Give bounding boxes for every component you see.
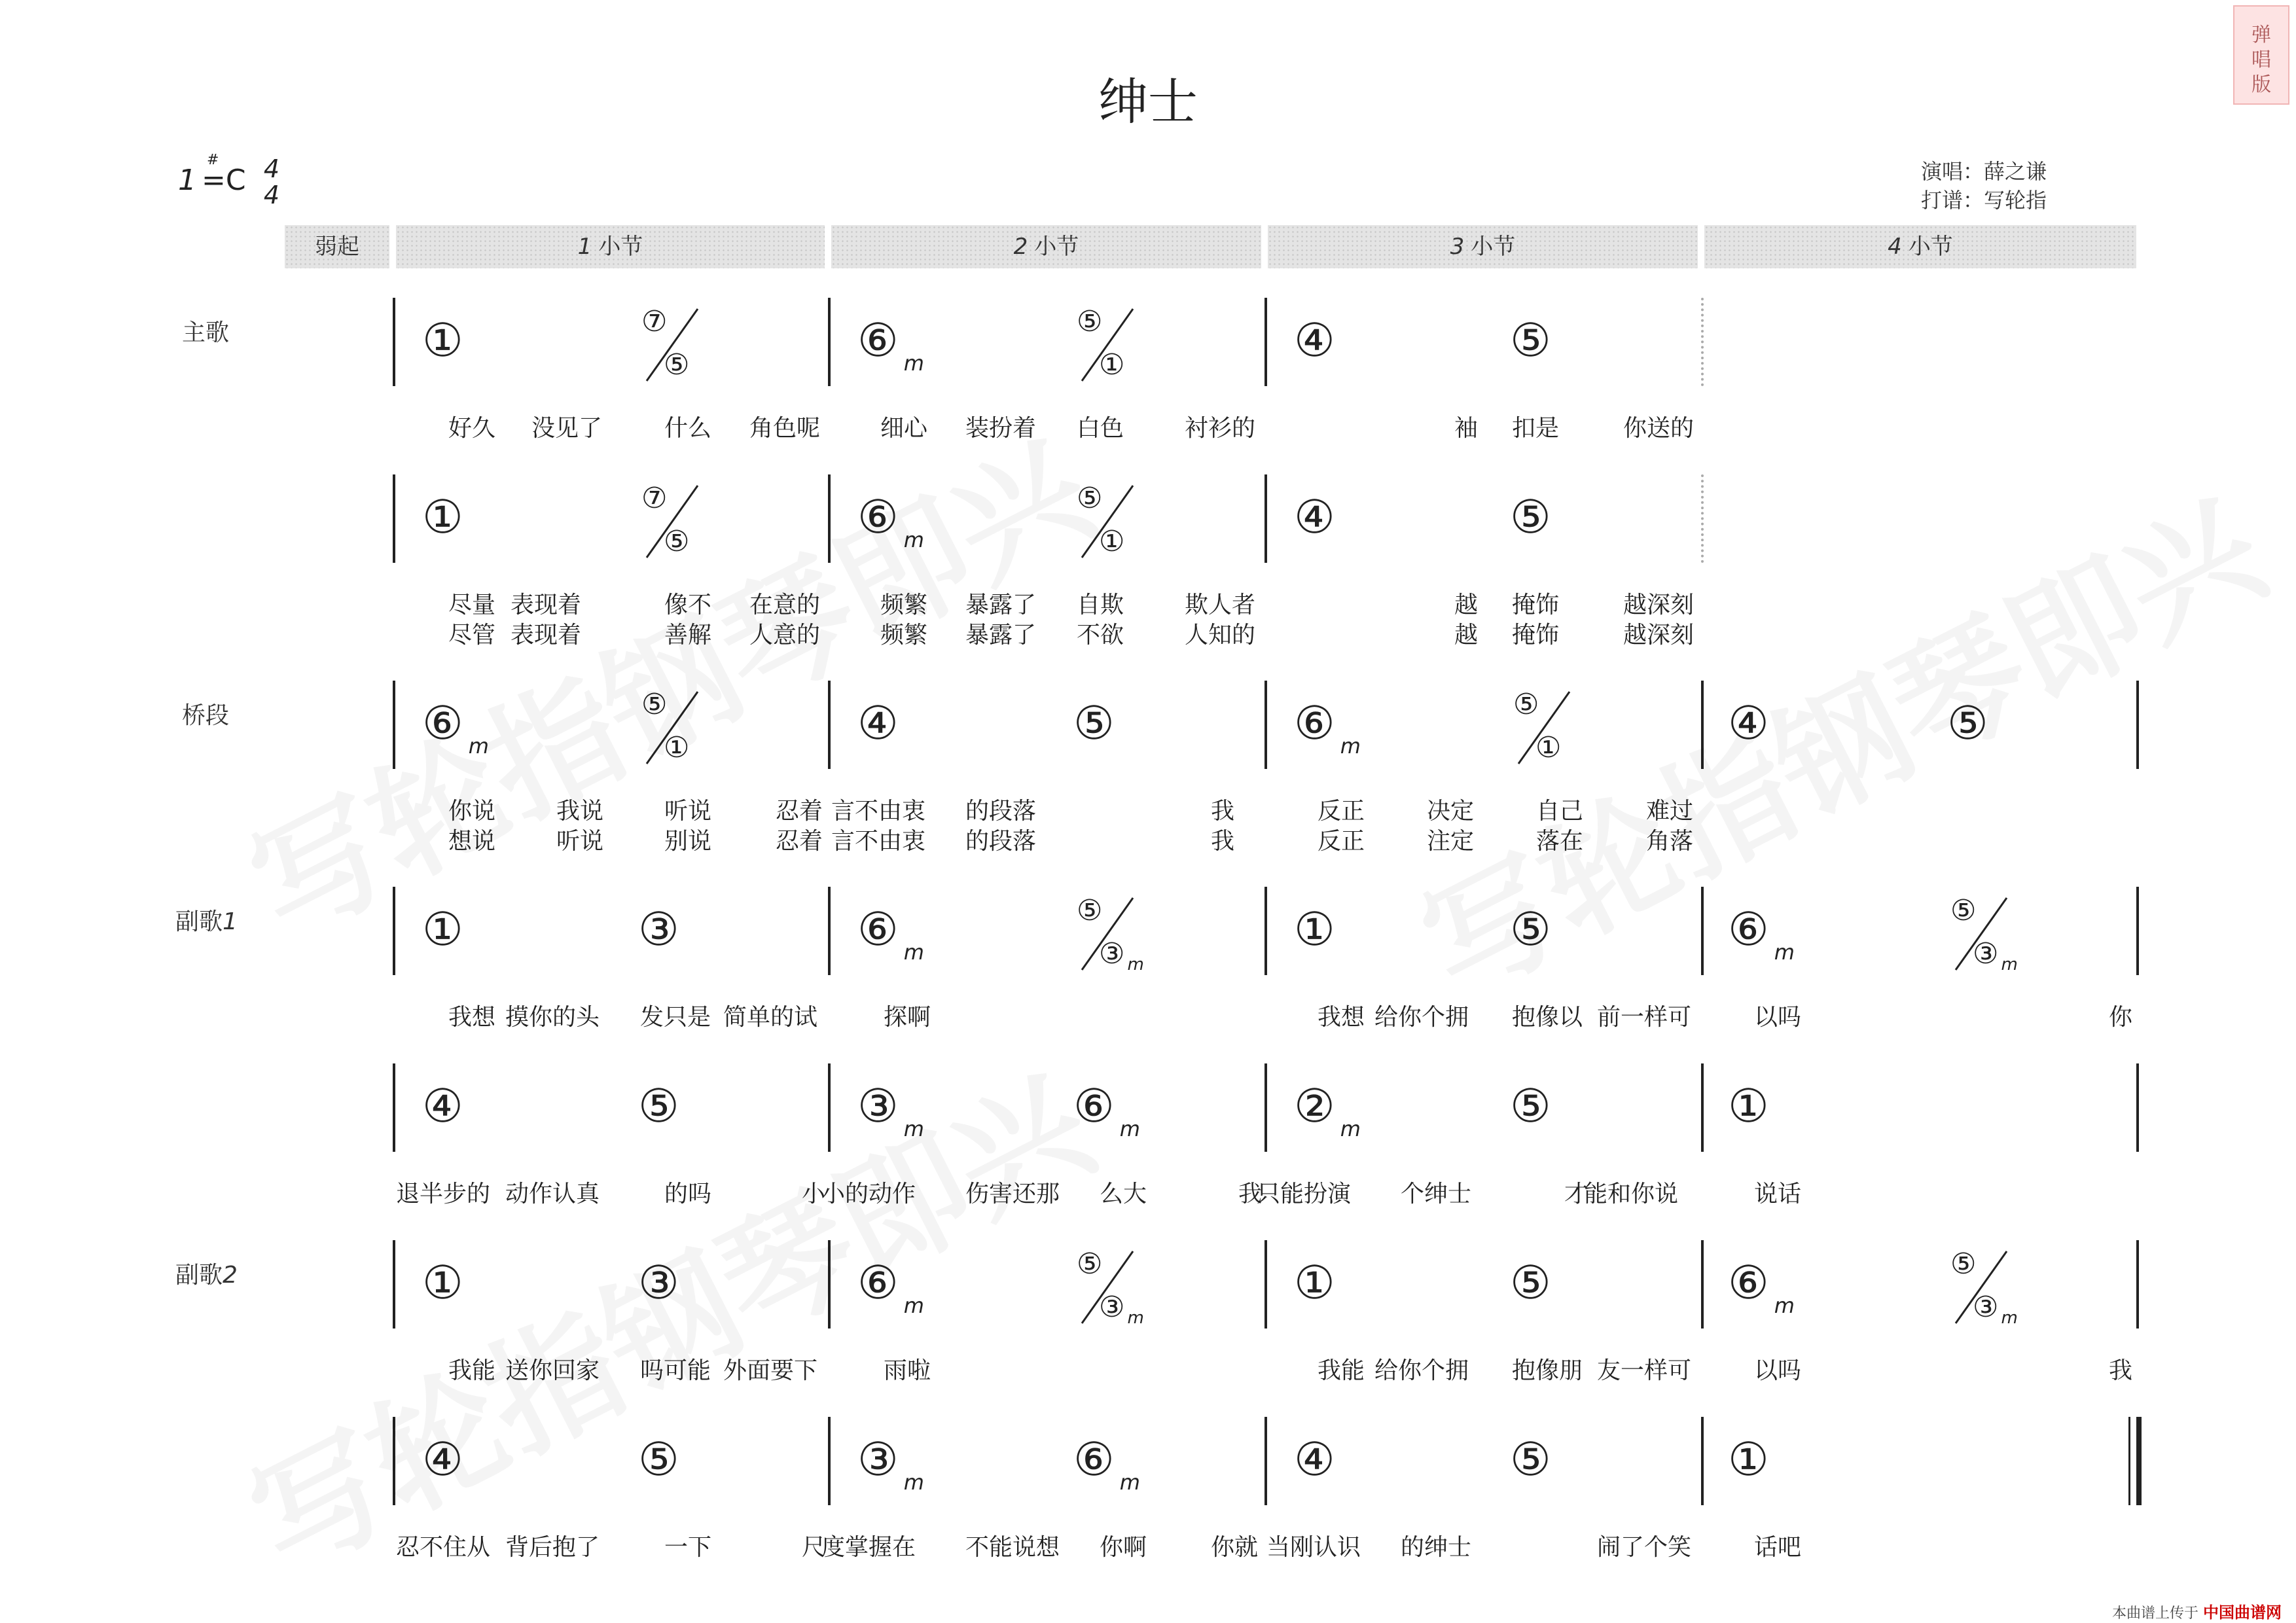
lyric-word: 给你个拥 [1374, 1004, 1469, 1031]
lyric-word: 言不由衷 [831, 828, 926, 855]
lyric-word: 动作认真 [505, 1181, 600, 1207]
slash-chord [1513, 690, 1585, 766]
lyric-word: 人意的 [749, 622, 821, 649]
bar-line [2136, 1240, 2139, 1329]
header-measure-3 [1268, 225, 1698, 268]
chord: ④ [1294, 1433, 1335, 1486]
lyric-word: 尺 [802, 1534, 826, 1561]
lyric-word: 不欲 [1077, 622, 1124, 649]
lyric-word: 听说 [556, 828, 604, 855]
lyric-word: 忍着 [776, 828, 823, 855]
lyric-word: 言不由衷 [831, 798, 926, 825]
chord: ⑤ [1510, 313, 1551, 367]
chord-bass: ① [664, 731, 690, 764]
chord: ② $_m$ [1294, 1079, 1361, 1141]
lyric-word: 频繁 [880, 592, 928, 618]
chord-root: ⑤ [1513, 688, 1539, 721]
chord: ⑥ $_m$ [1073, 1079, 1140, 1141]
time-signature [260, 156, 283, 208]
header-measure-2 [831, 225, 1261, 268]
bar-line [1265, 298, 1267, 386]
chord: ⑥ $_m$ [422, 696, 489, 758]
lyric-word: 能和你说 [1584, 1181, 1679, 1207]
stamp-char: 版 [2251, 73, 2271, 96]
lyric-word: 袖 [1454, 415, 1479, 442]
lyric-word: 你说 [448, 798, 496, 825]
chord: ⑤ [1510, 1256, 1551, 1310]
chord: ① [1294, 902, 1335, 956]
chord: ① [422, 490, 463, 544]
chord: ① [1728, 1079, 1769, 1133]
slash-chord [641, 484, 713, 560]
chord: ⑤ [638, 1079, 679, 1133]
lyric-word: 我 [2109, 1357, 2133, 1384]
lyric-word: 掩饰 [1512, 622, 1560, 649]
lyric-word: 说话 [1754, 1181, 1802, 1207]
lyric-word: 你就 [1211, 1534, 1259, 1561]
lyric-word: 难过 [1646, 798, 1694, 825]
lyric-word: 人知的 [1185, 622, 1256, 649]
chord-root: ⑦ [641, 305, 668, 338]
credits [1921, 157, 2047, 215]
lyric-word: 的吗 [664, 1181, 712, 1207]
chord-quality: m [1340, 1116, 1361, 1141]
stamp-char: 唱 [2251, 48, 2271, 71]
section-label-verse: 主歌 [182, 319, 230, 346]
lyric-word: 频繁 [880, 622, 928, 649]
lyric-word: 注定 [1427, 828, 1475, 855]
section-label-chorus-1: 副歌1 [175, 908, 238, 935]
chord-quality: m [1774, 1293, 1795, 1318]
chord: ③ $_m$ [857, 1433, 924, 1495]
section-label-bridge: 桥段 [182, 702, 230, 729]
chord: ⑤ [1947, 696, 1988, 750]
chord: ⑥ $_m$ [857, 313, 924, 376]
lyric-word: 在意的 [749, 592, 821, 618]
chord: ⑤ [1510, 1433, 1551, 1486]
measure-number: 1 [577, 234, 592, 260]
lyric-word: 以吗 [1754, 1357, 1802, 1384]
chord-root: ⑤ [1077, 482, 1103, 515]
header-measure-1 [396, 225, 825, 268]
chord-quality: m [1119, 1470, 1140, 1495]
chord-quality: m [2001, 955, 2018, 974]
lyric-word: 我能 [1318, 1357, 1365, 1384]
lyric-word: 伤害还那 [965, 1181, 1060, 1207]
lyric-word: 只能扮演 [1257, 1181, 1352, 1207]
lyric-word: 没见了 [531, 415, 603, 442]
lyric-word: 我想 [448, 1004, 496, 1031]
lyric-word: 扣是 [1512, 415, 1560, 442]
chord-root: ⑦ [641, 482, 668, 515]
lyric-word: 不能说想 [965, 1534, 1060, 1561]
lyric-word: 越深刻 [1623, 592, 1695, 618]
lyric-word: 给你个拥 [1374, 1357, 1469, 1384]
lyric-word: 我能 [448, 1357, 496, 1384]
lyric-word: 别说 [664, 828, 712, 855]
lyric-word: 外面要下 [723, 1357, 818, 1384]
bar-line-dashed [1701, 474, 1704, 563]
chord-quality: m [2001, 1308, 2018, 1328]
chord-quality: m [1119, 1116, 1140, 1141]
lyric-word: 反正 [1318, 828, 1365, 855]
lyric-word: 越深刻 [1623, 622, 1695, 649]
measure-label: 小节 [1034, 234, 1079, 260]
slash-chord [1950, 894, 2022, 974]
lyric-word: 探啊 [884, 1004, 931, 1031]
lyric-word: 善解 [664, 622, 712, 649]
lyric-word: 听说 [664, 798, 712, 825]
time-signature-bottom: 4 [263, 181, 280, 209]
bar-line [2136, 887, 2139, 975]
lyric-word: 小 [802, 1181, 826, 1207]
measure-number: 3 [1450, 234, 1465, 260]
chord-bass: ③ $_m$ [1973, 1291, 2018, 1328]
chord-quality: m [903, 940, 924, 965]
lyric-word: 以吗 [1754, 1004, 1802, 1031]
measure-label: 小节 [1908, 234, 1953, 260]
lyric-word: 度掌握在 [821, 1534, 916, 1561]
bar-line-dashed [1701, 298, 1704, 386]
bar-line [1265, 887, 1267, 975]
lyric-word: 么大 [1100, 1181, 1147, 1207]
slash-chord [1077, 305, 1149, 383]
page-title: 绅士 [1098, 73, 1198, 131]
footer-source [2112, 1599, 2282, 1622]
lyric-word: 的段落 [965, 828, 1037, 855]
bar-line [1701, 1063, 1704, 1152]
lyric-word: 暴露了 [965, 622, 1037, 649]
lyric-word: 暴露了 [965, 592, 1037, 618]
chord: ③ [638, 902, 679, 956]
lyric-word: 的段落 [965, 798, 1037, 825]
chord-bass: ⑤ [664, 348, 690, 382]
lyric-word: 一下 [664, 1534, 712, 1561]
chord-root: ⑤ [1077, 305, 1103, 338]
footer-brand: 中国曲谱网 [2203, 1603, 2282, 1622]
chord-bass: ① [1099, 348, 1125, 382]
lyric-word: 个绅士 [1401, 1181, 1472, 1207]
bar-line [1265, 474, 1267, 563]
chord-quality: m [1774, 940, 1795, 965]
lyric-word: 发只是 [640, 1004, 711, 1031]
lyric-word: 自己 [1536, 798, 1584, 825]
sharp-symbol: # [207, 152, 219, 168]
lyric-word: 落在 [1536, 828, 1584, 855]
chord-root: ⑤ [1950, 1247, 1977, 1281]
lyric-word: 忍着 [776, 798, 823, 825]
lyric-word: 细心 [880, 415, 928, 442]
time-signature-top: 4 [263, 154, 280, 183]
chord: ⑥ $_m$ [1728, 1256, 1795, 1318]
chord-root: ⑤ [641, 688, 668, 721]
lyric-word: 抱像朋 [1512, 1357, 1583, 1384]
lyric-word: 送你回家 [505, 1357, 600, 1384]
lyric-word: 简单的试 [723, 1004, 818, 1031]
singer-credit: 演唱：薛之谦 [1921, 159, 2047, 184]
lyric-word: 越 [1454, 592, 1479, 618]
lyric-word: 你啊 [1100, 1534, 1147, 1561]
chord-quality: m [903, 1116, 924, 1141]
lyric-word: 当刚认识 [1266, 1534, 1361, 1561]
lyric-word: 我 [1238, 1181, 1263, 1207]
measure-number: 2 [1013, 234, 1028, 260]
chord: ⑥ $_m$ [857, 902, 924, 965]
chord: ① [1728, 1433, 1769, 1486]
chord-root: ⑤ [1077, 1247, 1103, 1281]
bar-line [2136, 681, 2139, 769]
chord-bass: ③ $_m$ [1099, 1291, 1144, 1328]
chord: ⑥ $_m$ [1294, 696, 1361, 758]
lyric-word: 我 [1211, 798, 1235, 825]
bar-line [1265, 1063, 1267, 1152]
lyric-word: 话吧 [1754, 1534, 1802, 1561]
chord-root: ⑤ [1077, 894, 1103, 927]
lyric-word: 背后抱了 [505, 1534, 600, 1561]
chord-quality: m [468, 734, 489, 758]
lyric-word: 决定 [1427, 798, 1475, 825]
chord: ⑥ $_m$ [1728, 902, 1795, 965]
measure-label: 小节 [1471, 234, 1516, 260]
final-bar-thick [2136, 1417, 2142, 1505]
measure-label: 小节 [598, 234, 643, 260]
chord: ① [422, 902, 463, 956]
bar-line [828, 887, 831, 975]
lyric-word: 吗可能 [640, 1357, 711, 1384]
bar-line [393, 1240, 395, 1329]
lyric-word: 友一样可 [1597, 1357, 1692, 1384]
lyric-word: 雨啦 [884, 1357, 931, 1384]
chord-bass: ⑤ [664, 525, 690, 558]
chord: ⑤ [1510, 490, 1551, 544]
chord-bass: ① [1099, 525, 1125, 558]
bar-line [1701, 1417, 1704, 1505]
final-bar-thin [2128, 1417, 2130, 1505]
bar-line [1265, 681, 1267, 769]
chord: ④ [1728, 696, 1769, 750]
lyric-word: 角落 [1646, 828, 1694, 855]
chord-bass: ③ $_m$ [1099, 937, 1144, 974]
lyric-word: 你 [2109, 1004, 2133, 1031]
bar-line [1265, 1417, 1267, 1505]
chord: ⑥ $_m$ [857, 490, 924, 552]
lyric-word: 自欺 [1077, 592, 1124, 618]
lyric-word: 表现着 [511, 592, 582, 618]
stamp-char: 弹 [2251, 24, 2271, 46]
chord: ⑤ [638, 1433, 679, 1486]
bar-line [828, 1417, 831, 1505]
lyric-word: 前一样可 [1597, 1004, 1692, 1031]
chord: ① [1294, 1256, 1335, 1310]
slash-chord [1950, 1247, 2022, 1328]
slash-chord [1077, 894, 1149, 974]
slash-chord [641, 305, 713, 383]
chord: ⑥ $_m$ [857, 1256, 924, 1318]
lyric-word: 角色呢 [749, 415, 821, 442]
lyric-word: 你送的 [1623, 415, 1695, 442]
lyric-word: 衬衫的 [1185, 415, 1256, 442]
chord: ④ [1294, 490, 1335, 544]
slash-chord [1077, 1247, 1149, 1328]
lyric-word: 掩饰 [1512, 592, 1560, 618]
lyric-word: 摸你的头 [505, 1004, 600, 1031]
header-measure-4 [1704, 225, 2136, 268]
watermark-text [216, 389, 1118, 972]
chord: ④ [1294, 313, 1335, 367]
lyric-word: 忍不住从 [396, 1534, 491, 1561]
bar-line [393, 474, 395, 563]
lyric-word: 的绅士 [1401, 1534, 1472, 1561]
lyric-word: 尽管 [448, 622, 496, 649]
chord-bass: ③ $_m$ [1973, 937, 2018, 974]
lyric-word: 我想 [1318, 1004, 1365, 1031]
chord: ③ [638, 1256, 679, 1310]
version-stamp [2233, 5, 2289, 105]
chord-bass: ① [1535, 731, 1562, 764]
chord: ⑤ [1073, 696, 1115, 750]
measure-number: 4 [1888, 234, 1902, 260]
bar-line [828, 298, 831, 386]
lyric-word: 小的动作 [821, 1181, 916, 1207]
lyric-word: 退半步的 [396, 1181, 491, 1207]
key-degree: 1 [178, 164, 196, 197]
lyric-word: 越 [1454, 622, 1479, 649]
chord: ④ [857, 696, 899, 750]
chord-quality: m [903, 1293, 924, 1318]
lyric-word: 我说 [556, 798, 604, 825]
lyric-word: 表现着 [511, 622, 582, 649]
chord: ⑤ [1510, 902, 1551, 956]
chord-quality: m [1340, 734, 1361, 758]
lyric-word: 想说 [448, 828, 496, 855]
lyric-word: 像不 [664, 592, 712, 618]
bar-line [393, 298, 395, 386]
lyric-word: 好久 [448, 415, 496, 442]
footer-text: 本曲谱上传于 [2111, 1605, 2198, 1622]
section-label-chorus-2: 副歌2 [175, 1262, 238, 1289]
lyric-word: 抱像以 [1512, 1004, 1583, 1031]
lyric-word: 欺人者 [1185, 592, 1256, 618]
chord-quality: m [903, 527, 924, 552]
lyric-word: 什么 [664, 415, 712, 442]
key-signature [178, 152, 246, 197]
lyric-word: 我 [1211, 828, 1235, 855]
lyric-word: 反正 [1318, 798, 1365, 825]
bar-line [2136, 1063, 2139, 1152]
bar-line [393, 1063, 395, 1152]
lyric-word: 尽量 [448, 592, 496, 618]
lyric-word: 才 [1564, 1181, 1588, 1207]
arranger-credit: 打谱：写轮指 [1921, 188, 2047, 213]
chord-quality: m [1127, 1308, 1144, 1328]
bar-line [1701, 1240, 1704, 1329]
chord-quality: m [903, 351, 924, 376]
lyric-word: 白色 [1077, 415, 1124, 442]
chord: ③ $_m$ [857, 1079, 924, 1141]
key-letter: =C [202, 164, 246, 197]
chord: ① [422, 1256, 463, 1310]
chord-quality: m [1127, 955, 1144, 974]
chord: ⑥ $_m$ [1073, 1433, 1140, 1495]
chord: ④ [422, 1433, 463, 1486]
chord: ⑤ [1510, 1079, 1551, 1133]
bar-line [1265, 1240, 1267, 1329]
header-pickup: 弱起 [285, 225, 389, 268]
chord: ① [422, 313, 463, 367]
lyric-word: 装扮着 [965, 415, 1037, 442]
chord-root: ⑤ [1950, 894, 1977, 927]
lyric-word: 闹了个笑 [1597, 1534, 1692, 1561]
chord-quality: m [903, 1470, 924, 1495]
chord: ④ [422, 1079, 463, 1133]
